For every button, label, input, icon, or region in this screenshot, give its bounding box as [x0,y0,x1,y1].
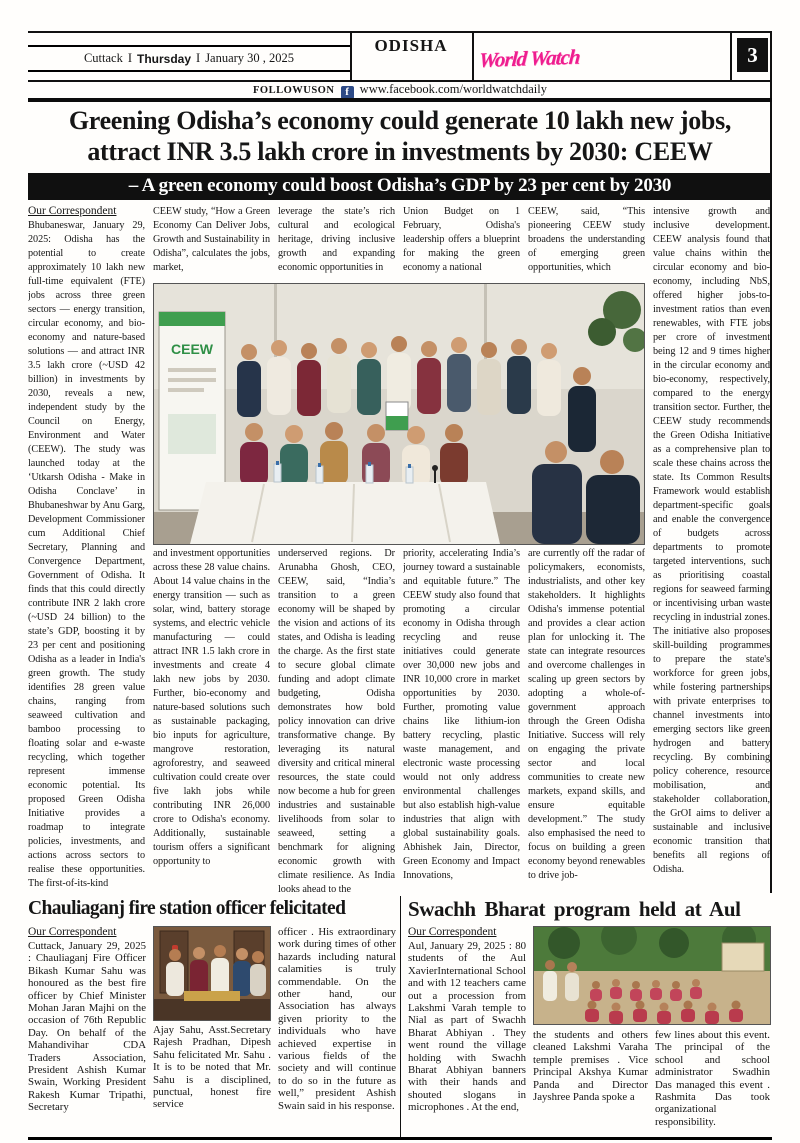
dateline-separator: I [127,51,132,65]
swachh-article [400,896,772,1137]
lead-columns-above-photo [153,205,645,283]
dateline [28,45,350,72]
masthead-divider-3 [730,31,732,80]
fire-column-3 [278,926,396,1134]
students-procession-photo [534,927,770,1024]
follow-row [0,82,800,99]
felicitation-photo [154,927,270,1020]
ceew-banner [159,312,225,510]
swachh-photo [533,926,771,1025]
lead-column-4-top-text: Union Budget on 1 February, Odisha's leadership offers a blueprint for making the green economy a national [403,206,520,273]
dateline-separator: I [196,51,201,65]
section-title: ODISHA [374,36,448,55]
fire-photo [153,926,271,1021]
swachh-column-2 [533,1029,648,1128]
fire-column-2 [153,926,271,1134]
fire-article [28,896,400,1137]
lead-photo [153,283,645,545]
lead-column-5-top-text: CEEW, said, “This pioneering CEEW study broadens the understanding of emerging green opportunities, which [528,206,645,273]
lead-article-body [0,205,800,893]
lead-column-1 [28,205,145,893]
lead-middle-columns [153,205,645,893]
lead-columns-below-photo [153,547,645,893]
report [386,402,408,430]
swachh-column-1-text: Aul, January 29, 2025 : 80 students of the Aul XavierInternational School and with 12 teachers came out a procession from Lakshmi Varah temple to Nial as part of Swachh Bharat Abhiyan . They went round the village holding with Swachh Bharat Abhiyan banners with their hands and shouted slogans in microphones . At the end, [408,940,526,1114]
lead-column-5-bottom-text: are currently off the radar of policymakers, economists, industrialists, and other key stakeholders. It highlights Odisha's immense potential and provides a clear action plan for unlocking it. The state can integrate resources and overcome challenges in scaling up green sectors by adopting a whole-of-government approach through the Green Odisha Initiative. Success will rely on engaging the private sector and local communities to create new markets, expand skills, and ensure equitable development.” The study also emphasised the need to focus on building a green economy beyond renewables to drive job- [528,548,645,881]
page-content [0,103,800,1140]
svg-text:CEEW: CEEW [171,341,213,357]
dateline-city: Cuttack [83,51,123,65]
byline: Our Correspondent [28,205,117,217]
dateline-day: Thursday [137,51,192,66]
lead-subhead-bar: – A green economy could boost Odisha’s GDP by 23 per cent by 2030 [28,173,772,200]
facebook-icon: f [341,86,354,99]
facebook-url: www.facebook.com/worldwatchdaily [359,82,547,96]
byline: Our Correspondent [28,926,117,938]
bottom-articles [28,896,772,1140]
swachh-article-body [408,926,772,1134]
fire-column-2-text: Ajay Sahu, Asst.Secretary Rajesh Pradhan, Dipesh Sahu felicitated Mr. Sahu . It is to be noted that Mr. Sahu is a disciplined, punctual, honest fire service [153,1024,271,1111]
swachh-right-block [533,926,771,1134]
swachh-lower-columns [533,1029,771,1128]
masthead-top-rule [28,31,772,33]
lead-column-3-bottom-text: underserved regions. Dr Arunabha Ghosh, CEO, CEEW, said, “India’s transition to a green economy will be shaped by the vision and actions of its states, and Odisha is leading the charge. As the first state to secure global climate funding and adopt climate budgeting, Odisha demonstrates how bold policy innovation can drive transformative change. By leveraging its natural diversity and critical mineral resources, the state could now become a hub for green industries and sustainable livelihoods from solar to seaweed, setting a benchmark for aligning economic growth with climate resilience. As India looks ahead to the [278,548,395,893]
byline: Our Correspondent [408,926,497,938]
lead-column-2-bottom-text: and investment opportunities across these 28 value chains. About 14 value chains in the energy transition — such as solar, wind, battery storage systems, and electric vehicle manufacturing — could attract INR 1.5 lakh crore in investments and create 4 lakh new jobs by 2030. Further, bio-economy and nature-based solutions such as sustainable packaging, bio inputs for agriculture, mangrove restoration, agroforestry, and seaweed cultivation could create over five lakh jobs while contributing INR 26,000 crore to Odisha's economy. Additionally, sustainable tourism offers a significant opportunity to [153,548,270,867]
follow-label: FOLLOWUSON [252,85,335,96]
lead-column-1-text: Bhubaneswar, January 29, 2025: Odisha has the potential to create approximately 10 lakh new full-time equivalent (FTE) jobs across three green sectors — energy transition, circular economy, and bio-economy and nature-based solutions — and attract INR 3.5 lakh crore (~USD 42 billion) in investments by 2030, reveals a new, independent study by the Council on Energy, Environment and Water (CEEW). The study was launched today at the ‘Utkarsh Odisha - Make in Odisha Conclave’ in Bhubaneshwar by Anu Garg, Development Commissioner cum Additional Chief Secretary, Planning and Convergence Department, Government of Odisha. It finds that this could directly contribute INR 2 lakh crore (~USD 24 billion) to the state’s GDP, boosting it by 23 per cent and positioning Odisha as a leader in India's green growth. The study identifies 28 green value chains, ranging from seaweed cultivation and bamboo processing to floating solar and e-waste recycling, which together represent immense economic potential. Its proposed Green Odisha Initiative provides a roadmap to integrate policies, investments, and actions across sectors to realise these opportunities. The first-of-its-kind [28,220,145,889]
lead-headline-line2: attract INR 3.5 lakh crore in investments by 2030: CEEW [87,137,713,166]
dateline-date: January 30 , 2025 [205,51,295,65]
swachh-column-2-text: the students and others cleaned Lakshmi Varaha temple premises . Vice Principal Akshya Kumar Panda and Director Jayshree Panda spoke a [533,1029,648,1104]
lead-headline-line1: Greening Odisha’s economy could generate 10 lakh new jobs, [68,106,732,135]
event-group-photo [154,284,644,544]
lead-column-6-text: intensive growth and inclusive development. CEEW analysis found that value chains within the circular economy and bio-economy, including NbS, offered higher jobs-to-investment ratios than even renewables, with FTE jobs per crore of investment being 12 and 9 times higher in the circular economy and bio-economy, respectively, compared to the energy transition sector. Further, the CEEW study recommends the Green Odisha Initiative as a comprehensive plan to scale these chains across the state. Its Common Results Framework would establish department-specific goals and enable the convergence of budgets across departments to promote targeted interventions, such as prioritising coastal regions for seaweed farming or incentivising urban waste recycling in industrial zones. The initiative also proposes skill-building programmes to prepare the state's workforce for green jobs, while fostering partnerships with private enterprises to channel investments into emerging sectors like green hydrogen and battery recycling. By combining policy coherence, resource mobilisation, and stakeholder collaboration, the GrOI aims to deliver a sustainable and inclusive economic transition that benefits all regions of Odisha. [653,206,770,875]
masthead-thick-rule [28,98,772,102]
fire-column-3-text: officer . His extraordinary work during times of other hazards including natural calamities is truly commendable. On the other hand, our Association has always given priority to the individuals who have achieved expertise in various fields of the society and will continue to do so in the future as well,” president Ashish Swain said in his response. [278,926,396,1112]
masthead-divider-2 [472,31,474,80]
fire-article-headline: Chauliaganj fire station officer felicitated [28,898,346,919]
lead-column-3-top-text: leverage the state’s rich cultural and ecological heritage, driving inclusive growth and expanding economic opportunities in [278,206,395,273]
swachh-column-3-text: few lines about this event. The principal of the school and school administrator Swadhin Das managed this event . Rashmita Das took organizational responsibility. [655,1029,770,1128]
fire-article-body [28,926,400,1134]
swachh-column-1 [408,926,526,1134]
fire-column-1-text: Cuttack, January 29, 2025 : Chauliaganj Fire Officer Bikash Kumar Sahu was honoured as the best fire officer by Chief Minister Mohan Jaran Majhi on the occasion of 76th Republic Day. On behalf of the Mahandivihar CDA Traders Association, President Ashish Kumar Swain, Working President Rakesh Kumar Tripathi, Secretary [28,940,146,1114]
fire-column-1 [28,926,146,1134]
page-number-badge: 3 [737,38,768,72]
lead-headline [0,103,800,167]
lead-column-6 [653,205,770,893]
lead-column-4-bottom-text: priority, accelerating India’s journey toward a sustainable and equitable future.” The CEEW study also found that promoting a circular economy in Odisha through recycling and reuse initiatives could generate over 30,000 new jobs and INR 10,000 crore in market opportunities by 2030. Further, promoting value chains like lithium-ion battery recycling, plastic waste management, and electronic waste processing would not only address environmental challenges but also establish high-value industries that align with global sustainability goals. Abhishek Jain, Director, Green Economy and Impact Innovations, [403,548,520,881]
swachh-article-headline: Swachh Bharat program held at Aul [408,897,741,921]
worldwatch-logo: World Watch [478,44,581,73]
lead-column-2-top-text: CEEW study, “How a Green Economy Can Deliver Jobs, Growth and Sustainability in Odisha”, calculates the jobs, market, [153,206,270,273]
swachh-column-3 [655,1029,770,1128]
